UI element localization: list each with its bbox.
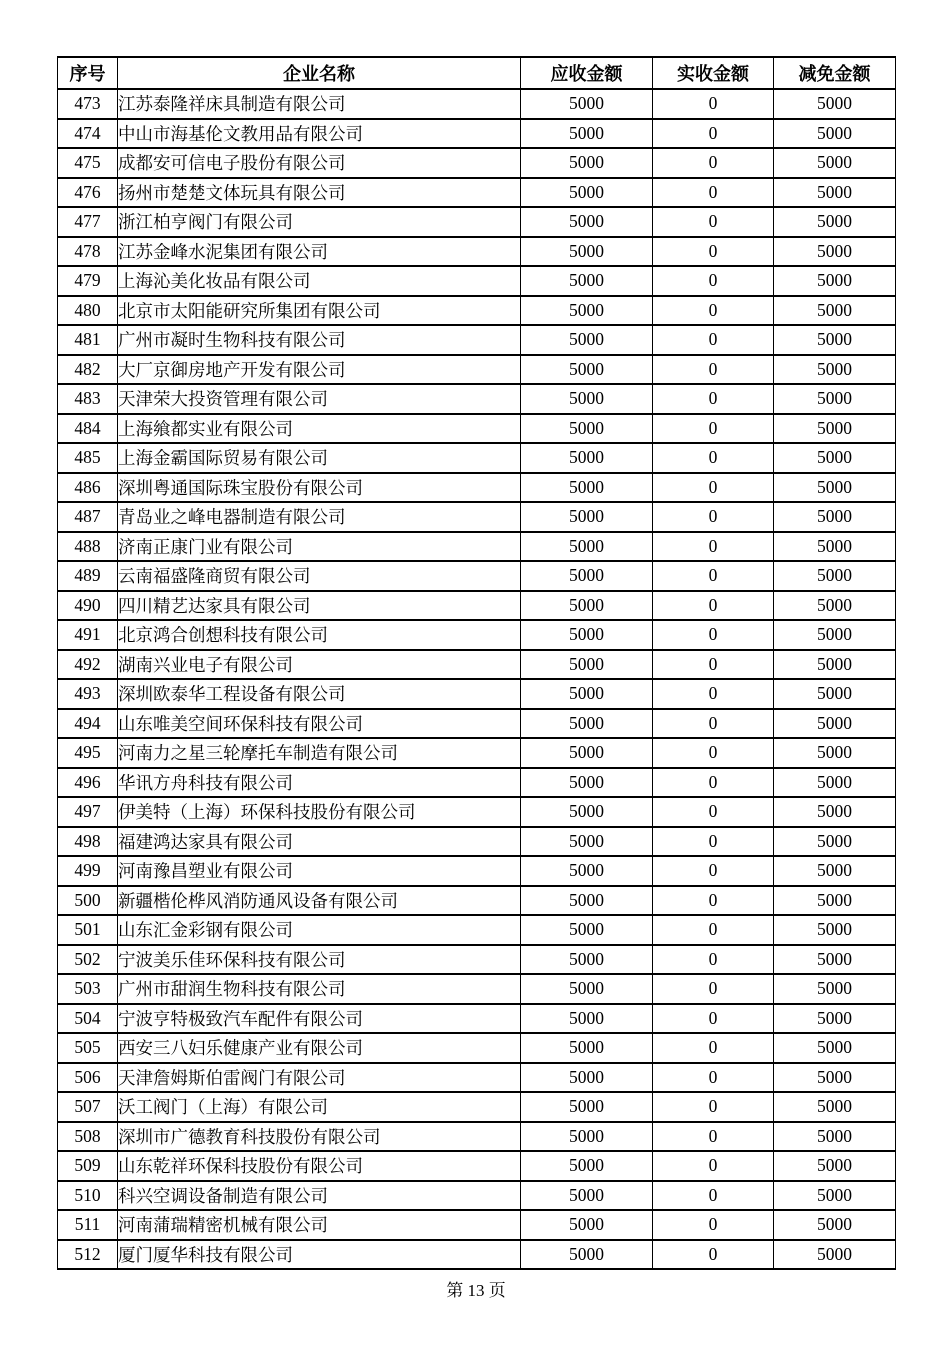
receivable-amount-cell: 5000 — [521, 797, 653, 827]
received-amount-cell: 0 — [653, 296, 774, 326]
reduction-amount-cell: 5000 — [774, 1122, 896, 1152]
page-number-label: 第 13 页 — [446, 1281, 506, 1300]
table-row — [58, 207, 896, 237]
reduction-amount-cell: 5000 — [774, 89, 896, 119]
reduction-amount-cell: 5000 — [774, 502, 896, 532]
received-amount-cell: 0 — [653, 414, 774, 444]
table-row — [58, 945, 896, 975]
table-row — [58, 1181, 896, 1211]
table-row — [58, 532, 896, 562]
receivable-amount-cell: 5000 — [521, 207, 653, 237]
serial-cell: 504 — [58, 1004, 118, 1034]
table-row — [58, 266, 896, 296]
serial-cell: 473 — [58, 89, 118, 119]
reduction-amount-cell: 5000 — [774, 1033, 896, 1063]
serial-cell: 506 — [58, 1063, 118, 1093]
received-amount-cell: 0 — [653, 266, 774, 296]
reduction-amount-cell: 5000 — [774, 384, 896, 414]
serial-cell: 488 — [58, 532, 118, 562]
company-name-cell: 上海飨都实业有限公司 — [118, 414, 521, 444]
company-name-cell: 广州市甜润生物科技有限公司 — [118, 974, 521, 1004]
serial-cell: 510 — [58, 1181, 118, 1211]
reduction-amount-cell: 5000 — [774, 1240, 896, 1270]
receivable-amount-cell: 5000 — [521, 1063, 653, 1093]
company-name-cell: 西安三八妇乐健康产业有限公司 — [118, 1033, 521, 1063]
company-name-cell: 山东唯美空间环保科技有限公司 — [118, 709, 521, 739]
reduction-amount-cell: 5000 — [774, 1092, 896, 1122]
reduction-amount-cell: 5000 — [774, 886, 896, 916]
table-row — [58, 443, 896, 473]
reduction-amount-cell: 5000 — [774, 443, 896, 473]
serial-cell: 502 — [58, 945, 118, 975]
reduction-amount-cell: 5000 — [774, 178, 896, 208]
reduction-amount-cell: 5000 — [774, 591, 896, 621]
received-amount-cell: 0 — [653, 768, 774, 798]
received-amount-cell: 0 — [653, 1033, 774, 1063]
reduction-amount-cell: 5000 — [774, 207, 896, 237]
received-amount-cell: 0 — [653, 1240, 774, 1270]
received-amount-cell: 0 — [653, 856, 774, 886]
reduction-amount-cell: 5000 — [774, 414, 896, 444]
reduction-amount-cell: 5000 — [774, 650, 896, 680]
received-amount-cell: 0 — [653, 1004, 774, 1034]
serial-cell: 497 — [58, 797, 118, 827]
received-amount-cell: 0 — [653, 561, 774, 591]
receivable-amount-cell: 5000 — [521, 266, 653, 296]
table-row — [58, 1092, 896, 1122]
serial-cell: 489 — [58, 561, 118, 591]
receivable-amount-cell: 5000 — [521, 1004, 653, 1034]
reduction-amount-cell: 5000 — [774, 738, 896, 768]
company-name-cell: 天津荣大投资管理有限公司 — [118, 384, 521, 414]
company-name-cell: 青岛业之峰电器制造有限公司 — [118, 502, 521, 532]
table-row — [58, 827, 896, 857]
received-amount-cell: 0 — [653, 325, 774, 355]
receivable-amount-cell: 5000 — [521, 738, 653, 768]
receivable-amount-cell: 5000 — [521, 620, 653, 650]
table-row — [58, 1063, 896, 1093]
receivable-amount-cell: 5000 — [521, 148, 653, 178]
serial-cell: 499 — [58, 856, 118, 886]
reduction-amount-cell: 5000 — [774, 1004, 896, 1034]
reduction-amount-cell: 5000 — [774, 532, 896, 562]
received-amount-cell: 0 — [653, 620, 774, 650]
receivable-amount-cell: 5000 — [521, 561, 653, 591]
table-row — [58, 148, 896, 178]
received-amount-cell: 0 — [653, 679, 774, 709]
received-amount-cell: 0 — [653, 119, 774, 149]
serial-cell: 487 — [58, 502, 118, 532]
table-row — [58, 119, 896, 149]
table-row — [58, 856, 896, 886]
table-row — [58, 237, 896, 267]
receivable-amount-cell: 5000 — [521, 886, 653, 916]
header-company-name: 企业名称 — [118, 57, 521, 89]
serial-cell: 496 — [58, 768, 118, 798]
received-amount-cell: 0 — [653, 738, 774, 768]
table-row — [58, 1210, 896, 1240]
company-name-cell: 江苏泰隆祥床具制造有限公司 — [118, 89, 521, 119]
table-row — [58, 974, 896, 1004]
company-name-cell: 浙江柏亨阀门有限公司 — [118, 207, 521, 237]
company-name-cell: 中山市海基伦文教用品有限公司 — [118, 119, 521, 149]
company-name-cell: 北京鸿合创想科技有限公司 — [118, 620, 521, 650]
serial-cell: 498 — [58, 827, 118, 857]
receivable-amount-cell: 5000 — [521, 1210, 653, 1240]
table-row — [58, 1240, 896, 1270]
table-row — [58, 502, 896, 532]
company-name-cell: 山东乾祥环保科技股份有限公司 — [118, 1151, 521, 1181]
received-amount-cell: 0 — [653, 591, 774, 621]
received-amount-cell: 0 — [653, 443, 774, 473]
received-amount-cell: 0 — [653, 1063, 774, 1093]
receivable-amount-cell: 5000 — [521, 119, 653, 149]
received-amount-cell: 0 — [653, 502, 774, 532]
received-amount-cell: 0 — [653, 1092, 774, 1122]
company-name-cell: 深圳欧泰华工程设备有限公司 — [118, 679, 521, 709]
serial-cell: 475 — [58, 148, 118, 178]
table-row — [58, 178, 896, 208]
serial-cell: 512 — [58, 1240, 118, 1270]
table-body — [58, 89, 896, 1269]
reduction-amount-cell: 5000 — [774, 1181, 896, 1211]
company-name-cell: 扬州市楚楚文体玩具有限公司 — [118, 178, 521, 208]
company-name-cell: 江苏金峰水泥集团有限公司 — [118, 237, 521, 267]
receivable-amount-cell: 5000 — [521, 502, 653, 532]
receivable-amount-cell: 5000 — [521, 679, 653, 709]
serial-cell: 480 — [58, 296, 118, 326]
table-row — [58, 296, 896, 326]
received-amount-cell: 0 — [653, 974, 774, 1004]
table-row — [58, 325, 896, 355]
company-name-cell: 北京市太阳能研究所集团有限公司 — [118, 296, 521, 326]
receivable-amount-cell: 5000 — [521, 473, 653, 503]
reduction-amount-cell: 5000 — [774, 355, 896, 385]
header-received-amount: 实收金额 — [653, 57, 774, 89]
serial-cell: 490 — [58, 591, 118, 621]
company-name-cell: 厦门厦华科技有限公司 — [118, 1240, 521, 1270]
receivable-amount-cell: 5000 — [521, 1033, 653, 1063]
table-header — [58, 57, 896, 89]
company-name-cell: 上海沁美化妆品有限公司 — [118, 266, 521, 296]
received-amount-cell: 0 — [653, 709, 774, 739]
reduction-amount-cell: 5000 — [774, 620, 896, 650]
table-row — [58, 1004, 896, 1034]
serial-cell: 492 — [58, 650, 118, 680]
received-amount-cell: 0 — [653, 797, 774, 827]
table-row — [58, 1151, 896, 1181]
received-amount-cell: 0 — [653, 384, 774, 414]
receivable-amount-cell: 5000 — [521, 1240, 653, 1270]
serial-cell: 500 — [58, 886, 118, 916]
table-row — [58, 89, 896, 119]
receivable-amount-cell: 5000 — [521, 591, 653, 621]
company-name-cell: 河南蒲瑞精密机械有限公司 — [118, 1210, 521, 1240]
table-row — [58, 915, 896, 945]
serial-cell: 474 — [58, 119, 118, 149]
company-name-cell: 沃工阀门（上海）有限公司 — [118, 1092, 521, 1122]
receivable-amount-cell: 5000 — [521, 827, 653, 857]
receivable-amount-cell: 5000 — [521, 709, 653, 739]
serial-cell: 485 — [58, 443, 118, 473]
reduction-amount-cell: 5000 — [774, 1151, 896, 1181]
company-name-cell: 福建鸿达家具有限公司 — [118, 827, 521, 857]
serial-cell: 484 — [58, 414, 118, 444]
received-amount-cell: 0 — [653, 237, 774, 267]
serial-cell: 505 — [58, 1033, 118, 1063]
serial-cell: 493 — [58, 679, 118, 709]
table-row — [58, 414, 896, 444]
table-row — [58, 797, 896, 827]
received-amount-cell: 0 — [653, 473, 774, 503]
receivable-amount-cell: 5000 — [521, 945, 653, 975]
receivable-amount-cell: 5000 — [521, 296, 653, 326]
reduction-amount-cell: 5000 — [774, 915, 896, 945]
receivable-amount-cell: 5000 — [521, 856, 653, 886]
received-amount-cell: 0 — [653, 355, 774, 385]
reduction-amount-cell: 5000 — [774, 827, 896, 857]
company-name-cell: 济南正康门业有限公司 — [118, 532, 521, 562]
receivable-amount-cell: 5000 — [521, 650, 653, 680]
header-reduction-amount: 减免金额 — [774, 57, 896, 89]
serial-cell: 481 — [58, 325, 118, 355]
reduction-amount-cell: 5000 — [774, 237, 896, 267]
table-row — [58, 1122, 896, 1152]
reduction-amount-cell: 5000 — [774, 974, 896, 1004]
reduction-amount-cell: 5000 — [774, 473, 896, 503]
serial-cell: 508 — [58, 1122, 118, 1152]
reduction-amount-cell: 5000 — [774, 325, 896, 355]
serial-cell: 503 — [58, 974, 118, 1004]
received-amount-cell: 0 — [653, 89, 774, 119]
received-amount-cell: 0 — [653, 1151, 774, 1181]
receivable-amount-cell: 5000 — [521, 1151, 653, 1181]
company-name-cell: 宁波亨特极致汽车配件有限公司 — [118, 1004, 521, 1034]
serial-cell: 479 — [58, 266, 118, 296]
company-name-cell: 四川精艺达家具有限公司 — [118, 591, 521, 621]
receivable-amount-cell: 5000 — [521, 89, 653, 119]
header-receivable-amount: 应收金额 — [521, 57, 653, 89]
company-name-cell: 大厂京御房地产开发有限公司 — [118, 355, 521, 385]
company-name-cell: 广州市凝时生物科技有限公司 — [118, 325, 521, 355]
serial-cell: 477 — [58, 207, 118, 237]
reduction-amount-cell: 5000 — [774, 679, 896, 709]
serial-cell: 482 — [58, 355, 118, 385]
received-amount-cell: 0 — [653, 1181, 774, 1211]
received-amount-cell: 0 — [653, 1122, 774, 1152]
table-row — [58, 355, 896, 385]
reduction-amount-cell: 5000 — [774, 709, 896, 739]
received-amount-cell: 0 — [653, 532, 774, 562]
table-row — [58, 591, 896, 621]
reduction-amount-cell: 5000 — [774, 768, 896, 798]
table-row — [58, 709, 896, 739]
company-name-cell: 宁波美乐佳环保科技有限公司 — [118, 945, 521, 975]
receivable-amount-cell: 5000 — [521, 1181, 653, 1211]
receivable-amount-cell: 5000 — [521, 443, 653, 473]
serial-cell: 491 — [58, 620, 118, 650]
serial-cell: 495 — [58, 738, 118, 768]
serial-cell: 511 — [58, 1210, 118, 1240]
company-name-cell: 新疆楷伦桦风消防通风设备有限公司 — [118, 886, 521, 916]
received-amount-cell: 0 — [653, 945, 774, 975]
received-amount-cell: 0 — [653, 1210, 774, 1240]
reduction-amount-cell: 5000 — [774, 148, 896, 178]
receivable-amount-cell: 5000 — [521, 325, 653, 355]
reduction-amount-cell: 5000 — [774, 266, 896, 296]
table-row — [58, 473, 896, 503]
company-name-cell: 天津詹姆斯伯雷阀门有限公司 — [118, 1063, 521, 1093]
table-row — [58, 679, 896, 709]
company-name-cell: 河南力之星三轮摩托车制造有限公司 — [118, 738, 521, 768]
serial-cell: 478 — [58, 237, 118, 267]
reduction-amount-cell: 5000 — [774, 1063, 896, 1093]
reduction-amount-cell: 5000 — [774, 797, 896, 827]
company-name-cell: 科兴空调设备制造有限公司 — [118, 1181, 521, 1211]
company-name-cell: 华讯方舟科技有限公司 — [118, 768, 521, 798]
reduction-amount-cell: 5000 — [774, 561, 896, 591]
serial-cell: 483 — [58, 384, 118, 414]
received-amount-cell: 0 — [653, 207, 774, 237]
table-row — [58, 650, 896, 680]
table-row — [58, 620, 896, 650]
received-amount-cell: 0 — [653, 886, 774, 916]
receivable-amount-cell: 5000 — [521, 532, 653, 562]
company-name-cell: 深圳粤通国际珠宝股份有限公司 — [118, 473, 521, 503]
received-amount-cell: 0 — [653, 148, 774, 178]
reduction-amount-cell: 5000 — [774, 296, 896, 326]
company-name-cell: 深圳市广德教育科技股份有限公司 — [118, 1122, 521, 1152]
reduction-amount-cell: 5000 — [774, 945, 896, 975]
serial-cell: 486 — [58, 473, 118, 503]
receivable-amount-cell: 5000 — [521, 355, 653, 385]
reduction-amount-cell: 5000 — [774, 1210, 896, 1240]
receivable-amount-cell: 5000 — [521, 1092, 653, 1122]
company-name-cell: 上海金霸国际贸易有限公司 — [118, 443, 521, 473]
table-row — [58, 561, 896, 591]
receivable-amount-cell: 5000 — [521, 384, 653, 414]
reduction-amount-cell: 5000 — [774, 856, 896, 886]
receivable-amount-cell: 5000 — [521, 915, 653, 945]
receivable-amount-cell: 5000 — [521, 178, 653, 208]
company-name-cell: 伊美特（上海）环保科技股份有限公司 — [118, 797, 521, 827]
table-row — [58, 384, 896, 414]
receivable-amount-cell: 5000 — [521, 237, 653, 267]
header-row — [58, 57, 896, 89]
company-name-cell: 成都安可信电子股份有限公司 — [118, 148, 521, 178]
serial-cell: 507 — [58, 1092, 118, 1122]
company-name-cell: 河南豫昌塑业有限公司 — [118, 856, 521, 886]
receivable-amount-cell: 5000 — [521, 414, 653, 444]
serial-cell: 501 — [58, 915, 118, 945]
company-name-cell: 湖南兴业电子有限公司 — [118, 650, 521, 680]
table-row — [58, 738, 896, 768]
received-amount-cell: 0 — [653, 827, 774, 857]
received-amount-cell: 0 — [653, 915, 774, 945]
received-amount-cell: 0 — [653, 178, 774, 208]
header-serial: 序号 — [58, 57, 118, 89]
table-row — [58, 768, 896, 798]
company-name-cell: 山东汇金彩钢有限公司 — [118, 915, 521, 945]
company-name-cell: 云南福盛隆商贸有限公司 — [118, 561, 521, 591]
receivable-amount-cell: 5000 — [521, 974, 653, 1004]
receivable-amount-cell: 5000 — [521, 768, 653, 798]
serial-cell: 476 — [58, 178, 118, 208]
received-amount-cell: 0 — [653, 650, 774, 680]
table-row — [58, 1033, 896, 1063]
serial-cell: 509 — [58, 1151, 118, 1181]
reduction-amount-cell: 5000 — [774, 119, 896, 149]
receivable-amount-cell: 5000 — [521, 1122, 653, 1152]
billing-table — [57, 56, 896, 1270]
table-row — [58, 886, 896, 916]
serial-cell: 494 — [58, 709, 118, 739]
